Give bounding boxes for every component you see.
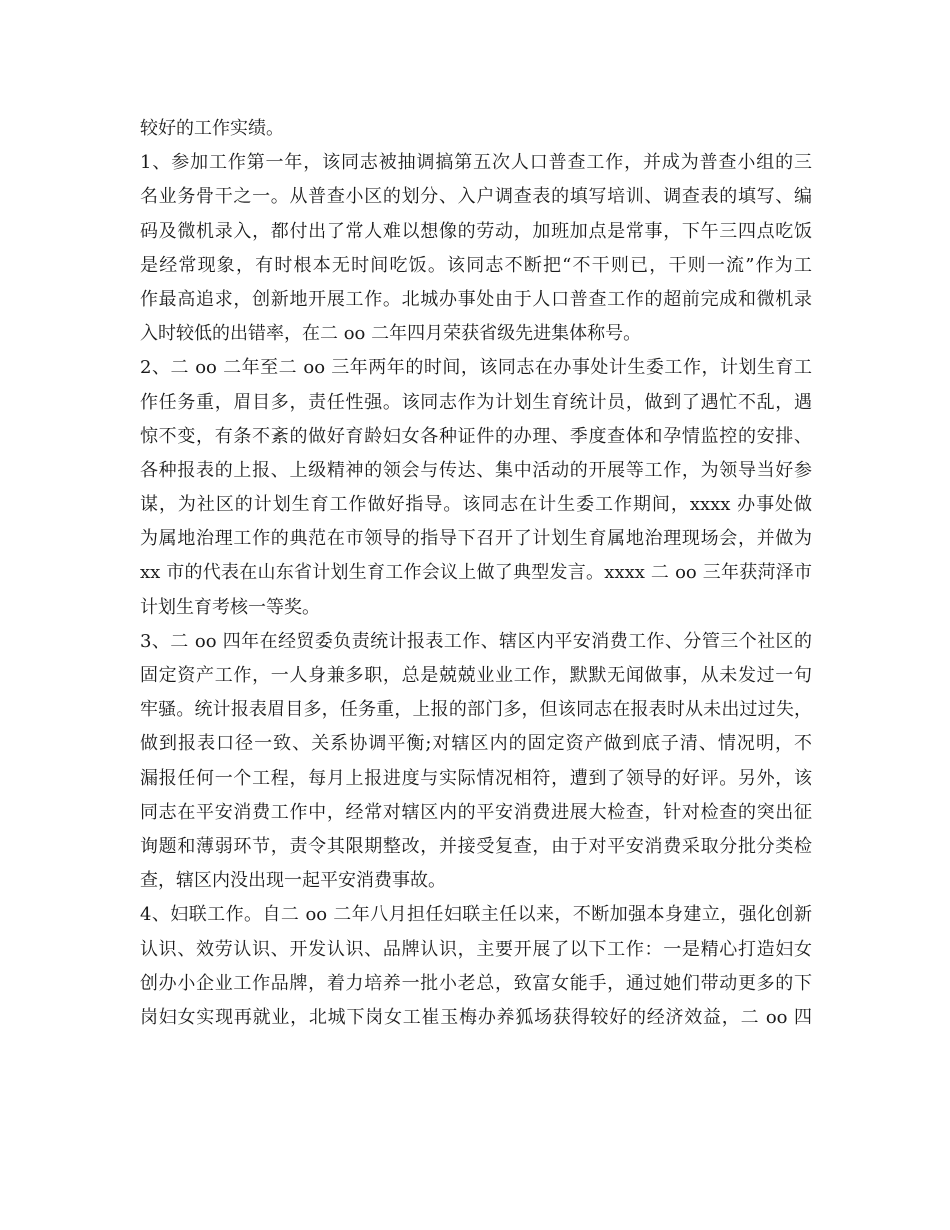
text-line: 作任务重，眉目多，责任性强。该同志作为计划生育统计员，做到了遇忙不乱，遇 [140,391,812,413]
text-line: 较好的工作实绩。 [140,118,284,139]
text-line: 谋，为社区的计划生育工作做好指导。该同志在计生委工作期间，xxxx 办事处做 [140,494,812,516]
text-line: 固定资产工作，一人身兼多职，总是兢兢业业工作，默默无闻做事，从未发过一句 [140,665,812,686]
text-line: 作最高追求，创新地开展工作。北城办事处由于人口普查工作的超前完成和微机录 [140,288,812,310]
text-line: 漏报任何一个工程，每月上报进度与实际情况相符，遭到了领导的好评。另外，该 [140,767,812,789]
text-line: 牢骚。统计报表眉目多，任务重，上报的部门多，但该同志在报表时从未出过过失， [140,699,812,721]
text-line: 名业务骨干之一。从普查小区的划分、入户调查表的填写培训、调查表的填写、编 [140,186,812,208]
text-line: 做到报表口径一致、关系协调平衡;对辖区内的固定资产做到底子清、情况明，不 [140,733,812,755]
text-line: 查，辖区内没出现一起平安消费事故。 [140,870,446,892]
text-line: 入时较低的出错率，在二 oo 二年四月荣获省级先进集体称号。 [140,323,642,345]
text-line: 1、参加工作第一年，该同志被抽调搞第五次人口普查工作，并成为普查小组的三 [140,152,812,174]
text-line: 惊不变，有条不紊的做好育龄妇女各种证件的办理、季度查体和孕情监控的安排、 [140,425,812,447]
text-line: 4、妇联工作。自二 oo 二年八月担任妇联主任以来，不断加强本身建立，强化创新 [140,904,812,926]
text-line: 创办小企业工作品牌，着力培养一批小老总，致富女能手，通过她们带动更多的下 [140,972,812,994]
text-line: xx 市的代表在山东省计划生育工作会议上做了典型发言。xxxx 二 oo 三年获菏泽市 [140,562,812,584]
text-line: 同志在平安消费工作中，经常对辖区内的平安消费进展大检查，针对检查的突出征 [140,801,812,823]
text-line: 认识、效劳认识、开发认识、品牌认识，主要开展了以下工作：一是精心打造妇女 [140,938,812,960]
text-line: 各种报表的上报、上级精神的领会与传达、集中活动的开展等工作，为领导当好参 [140,459,812,481]
text-line: 码及微机录入，都付出了常人难以想像的劳动，加班加点是常事，下午三四点吃饭 [140,220,812,242]
text-line: 3、二 oo 四年在经贸委负责统计报表工作、辖区内平安消费工作、分管三个社区的 [140,630,812,652]
text-line: 是经常现象，有时根本无时间吃饭。该同志不断把“不干则已，干则一流”作为工 [140,254,812,276]
text-line: 2、二 oo 二年至二 oo 三年两年的时间，该同志在办事处计生委工作，计划生育工 [140,357,812,379]
text-line: 岗妇女实现再就业，北城下岗女工崔玉梅办养狐场获得较好的经济效益，二 oo 四 [140,1006,812,1028]
text-line: 计划生育考核一等奖。 [140,596,320,618]
text-line: 为属地治理工作的典范在市领导的指导下召开了计划生育属地治理现场会，并做为 [140,528,812,550]
text-line: 询题和薄弱环节，责令其限期整改，并接受复查，由于对平安消费采取分批分类检 [140,835,812,857]
document-body [140,112,812,1035]
